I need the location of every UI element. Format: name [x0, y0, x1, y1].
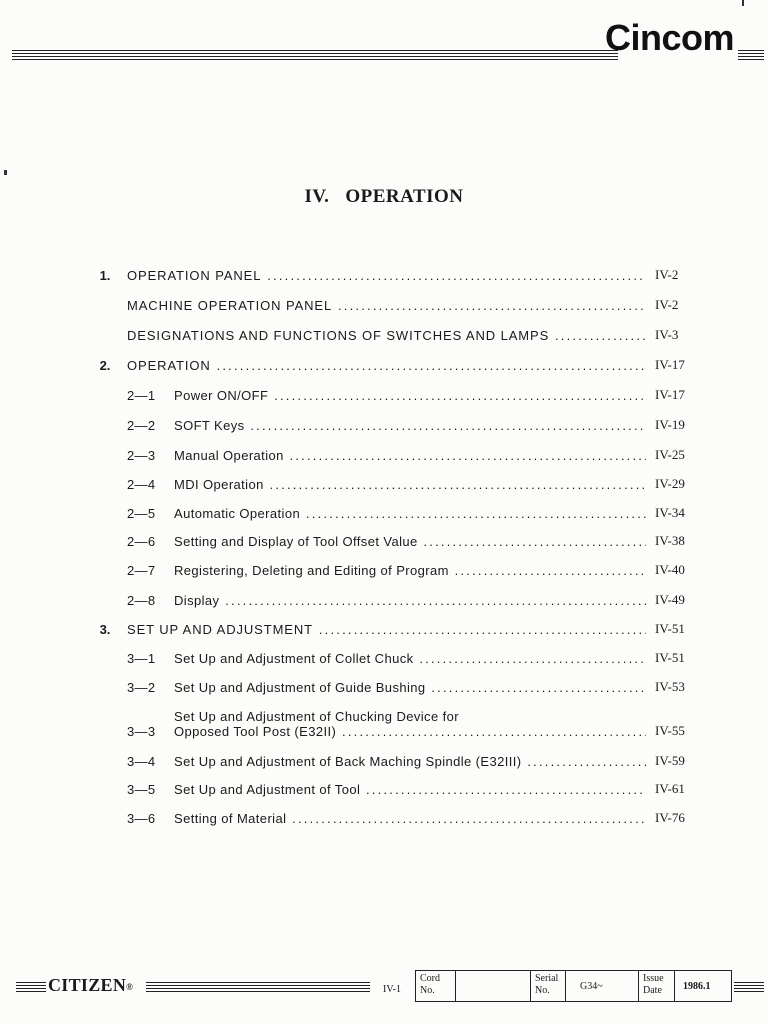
toc-entry-title	[174, 388, 646, 403]
toc-entry-text: Opposed Tool Post (E32II)	[174, 724, 337, 739]
toc-entry-text: DESIGNATIONS AND FUNCTIONS OF SWITCHES AND LAMPS	[127, 328, 550, 343]
toc-section-number: 2.	[99, 358, 111, 373]
toc-entry-title	[174, 448, 646, 463]
toc-entry-title	[174, 680, 646, 695]
toc-entry	[0, 649, 768, 669]
scan-mark	[4, 170, 7, 175]
serial-value: G34~	[580, 981, 603, 992]
toc-entry	[0, 678, 768, 698]
serial-no-label: No.	[535, 985, 550, 996]
toc-entry-title	[127, 358, 646, 373]
toc-entry	[0, 416, 768, 436]
issue-label: Issue	[643, 973, 664, 984]
toc-subsection-number: 2—6	[127, 534, 156, 549]
toc-page-number: IV-49	[655, 592, 685, 607]
toc-entry	[0, 475, 768, 495]
cord-no-label: No.	[420, 985, 435, 996]
toc-entry-title	[127, 622, 646, 637]
chapter-number: IV.	[304, 186, 330, 207]
toc-page-number: IV-76	[655, 810, 685, 825]
toc-entry-text: Set Up and Adjustment of Collet Chuck	[174, 651, 414, 666]
toc-entry	[0, 326, 768, 346]
serial-label: Serial	[535, 973, 559, 984]
toc-subsection-number: 3—3	[127, 724, 156, 739]
toc-entry	[0, 780, 768, 800]
toc-entry	[0, 809, 768, 829]
toc-page-number: IV-61	[655, 781, 685, 796]
toc-subsection-number: 2—3	[127, 448, 156, 463]
toc-entry-text: Set Up and Adjustment of Tool	[174, 782, 361, 797]
toc-page-number: IV-51	[655, 650, 685, 665]
toc-entry-title	[174, 418, 646, 433]
toc-entry-text: OPERATION	[127, 358, 211, 373]
serial-label-cell	[531, 971, 566, 1001]
toc-section-number: 1.	[99, 268, 111, 283]
toc-entry-title	[174, 506, 646, 521]
toc-entry-text: Set Up and Adjustment of Guide Bushing	[174, 680, 426, 695]
issue-label-cell	[639, 971, 675, 1001]
toc-entry	[0, 532, 768, 552]
footer	[0, 966, 768, 1006]
toc-entry-text: Registering, Deleting and Editing of Program	[174, 563, 449, 578]
toc-entry	[0, 620, 768, 640]
toc-page-number: IV-2	[655, 267, 679, 282]
toc-page-number: IV-59	[655, 753, 685, 768]
toc-subsection-number: 3—1	[127, 651, 156, 666]
toc-entry-title	[127, 298, 646, 313]
toc-entry-text: Manual Operation	[174, 448, 284, 463]
toc-entry-title	[127, 328, 646, 343]
issue-date-label: Date	[643, 985, 662, 996]
toc-entry	[0, 709, 768, 742]
toc-entry-title	[174, 782, 646, 797]
toc-page-number: IV-2	[655, 297, 679, 312]
toc-page-number: IV-55	[655, 723, 685, 738]
toc-entry-text: Set Up and Adjustment of Back Maching Spindle (E32III)	[174, 754, 522, 769]
brand-logo: Cincom	[604, 17, 734, 58]
footer-rule-middle	[146, 982, 370, 992]
toc-subsection-number: 3—2	[127, 680, 156, 695]
toc-subsection-number: 2—2	[127, 418, 156, 433]
toc-subsection-number: 2—8	[127, 593, 156, 608]
toc-entry	[0, 386, 768, 406]
toc-entry-title	[174, 563, 646, 578]
toc-entry-text: Display	[174, 593, 220, 608]
toc-subsection-number: 3—5	[127, 782, 156, 797]
serial-value-cell	[566, 971, 639, 1001]
toc-entry	[0, 561, 768, 581]
toc-subsection-number: 2—5	[127, 506, 156, 521]
toc-entry	[0, 296, 768, 316]
toc-entry-title-line1: Set Up and Adjustment of Chucking Device for	[174, 709, 459, 724]
cord-value-cell	[456, 971, 531, 1001]
toc-entry-text: SET UP AND ADJUSTMENT	[127, 622, 314, 637]
toc-subsection-number: 3—6	[127, 811, 156, 826]
header-rule-right	[738, 50, 764, 60]
toc-page-number: IV-34	[655, 505, 685, 520]
toc-entry-title	[174, 724, 646, 739]
toc-entry-title	[174, 651, 646, 666]
toc-page-number: IV-38	[655, 533, 685, 548]
issue-value-cell	[675, 971, 731, 1001]
toc-page-number: IV-40	[655, 562, 685, 577]
toc-subsection-number: 2—1	[127, 388, 156, 403]
cord-label: Cord	[420, 973, 440, 984]
toc-entry-text: Automatic Operation	[174, 506, 301, 521]
toc-entry-title	[174, 534, 646, 549]
toc-page-number: IV-29	[655, 476, 685, 491]
footer-rule-right	[734, 982, 764, 992]
toc-entry	[0, 591, 768, 611]
toc-entry-text: MDI Operation	[174, 477, 264, 492]
toc-entry	[0, 446, 768, 466]
issue-value: 1986.1	[683, 981, 711, 992]
toc-page-number: IV-3	[655, 327, 679, 342]
toc-page-number: IV-51	[655, 621, 685, 636]
toc-entry	[0, 266, 768, 286]
toc-page-number: IV-25	[655, 447, 685, 462]
header-rule	[12, 50, 618, 60]
toc-page-number: IV-17	[655, 387, 685, 402]
scan-mark	[742, 0, 744, 6]
document-info-box	[415, 970, 732, 1002]
toc-entry	[0, 504, 768, 524]
page-title	[0, 186, 768, 208]
toc-entry-title	[174, 811, 646, 826]
toc-entry-title	[174, 477, 646, 492]
toc-subsection-number: 2—7	[127, 563, 156, 578]
footer-brand-text: CITIZEN	[48, 975, 127, 995]
toc-page-number: IV-19	[655, 417, 685, 432]
toc-entry-title	[174, 593, 646, 608]
chapter-title: OPERATION	[345, 186, 464, 207]
toc-entry-text: MACHINE OPERATION PANEL	[127, 298, 333, 313]
toc-subsection-number: 3—4	[127, 754, 156, 769]
toc-page-number: IV-17	[655, 357, 685, 372]
footer-rule-left	[16, 982, 46, 992]
toc-entry-text: SOFT Keys	[174, 418, 245, 433]
footer-brand: CITIZEN®	[48, 975, 134, 995]
toc-entry-text: Setting and Display of Tool Offset Value	[174, 534, 418, 549]
toc-entry-text: OPERATION PANEL	[127, 268, 262, 283]
page-reference: IV-1	[383, 984, 401, 995]
toc-entry-text: Power ON/OFF	[174, 388, 269, 403]
toc-entry-title	[174, 754, 646, 769]
toc-entry-text: Setting of Material	[174, 811, 287, 826]
toc-entry	[0, 752, 768, 772]
toc-subsection-number: 2—4	[127, 477, 156, 492]
toc-entry-title	[127, 268, 646, 283]
cord-label-cell	[416, 971, 456, 1001]
toc-page-number: IV-53	[655, 679, 685, 694]
toc-section-number: 3.	[99, 622, 111, 637]
toc-entry	[0, 356, 768, 376]
